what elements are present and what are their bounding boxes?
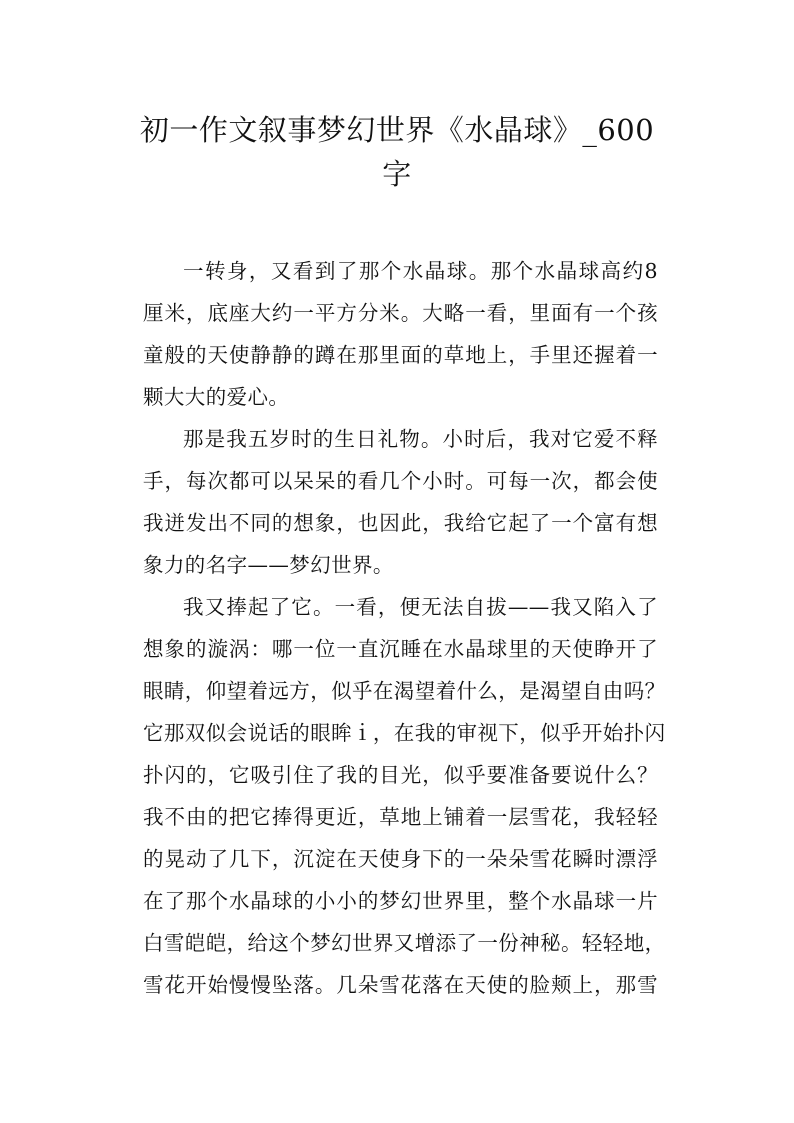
- paragraph-line: 那是我五岁时的生日礼物。小时后，我对它爱不释: [183, 427, 658, 451]
- document-title: [130, 108, 664, 196]
- paragraph-line: 眼睛，仰望着远方，似乎在渴望着什么，是渴望自由吗？: [143, 679, 666, 703]
- paragraph-line: 我又捧起了它。一看，便无法自拔——我又陷入了: [183, 595, 658, 619]
- paragraph-line: 白雪皑皑，给这个梦幻世界又增添了一份神秘。轻轻地，: [143, 931, 666, 955]
- title-line: 初一作文叙事梦幻世界《水晶球》_600: [139, 113, 655, 147]
- paragraph-line: 颗大大的爱心。: [143, 385, 290, 409]
- paragraph-line: 厘米，底座大约一平方分米。大略一看，里面有一个孩: [143, 301, 658, 325]
- paragraph-line: 童般的天使静静的蹲在那里面的草地上，手里还握着一: [143, 343, 658, 367]
- paragraph-line: 手，每次都可以呆呆的看几个小时。可每一次，都会使: [143, 469, 658, 493]
- paragraph-line: 雪花开始慢慢坠落。几朵雪花落在天使的脸颊上，那雪: [143, 973, 658, 997]
- essay-body: [143, 250, 666, 1006]
- paragraph-line: 我迸发出不同的想象，也因此，我给它起了一个富有想: [143, 511, 658, 535]
- paragraph-line: 象力的名字——梦幻世界。: [143, 553, 394, 577]
- paragraph-line: 我不由的把它捧得更近，草地上铺着一层雪花，我轻轻: [143, 805, 658, 829]
- paragraph-line: 一转身，又看到了那个水晶球。那个水晶球高约8: [183, 259, 658, 283]
- title-line: 字: [382, 157, 412, 191]
- paragraph-line: 的晃动了几下，沉淀在天使身下的一朵朵雪花瞬时漂浮: [143, 847, 658, 871]
- paragraph-line: 扑闪的，它吸引住了我的目光，似乎要准备要说什么？: [143, 763, 658, 787]
- paragraph-line: 想象的漩涡：哪一位一直沉睡在水晶球里的天使睁开了: [143, 637, 658, 661]
- paragraph-line: 在了那个水晶球的小小的梦幻世界里，整个水晶球一片: [143, 889, 658, 913]
- paragraph-line: 它那双似会说话的眼眸ｉ，在我的审视下，似乎开始扑闪: [143, 721, 666, 745]
